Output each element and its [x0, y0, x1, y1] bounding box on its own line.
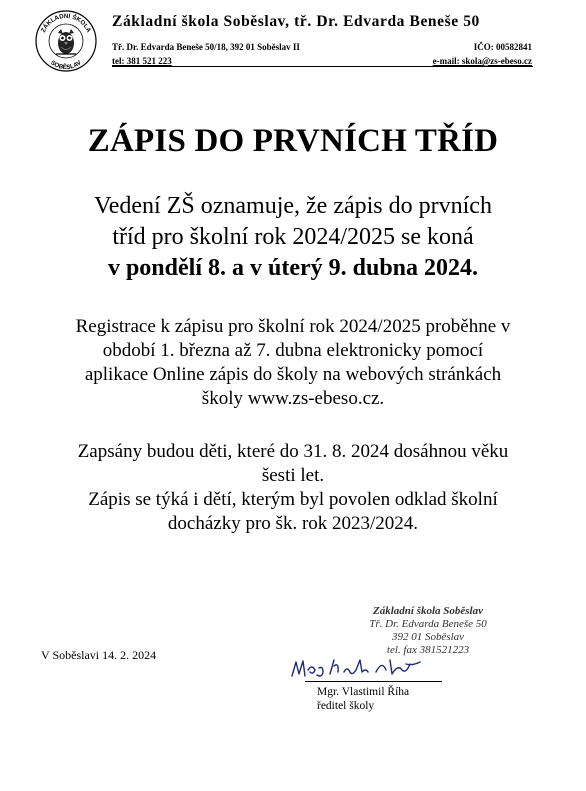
stamp-line-2: Tř. Dr. Edvarda Beneše 50 [369, 618, 487, 630]
signer-role: ředitel školy [317, 700, 375, 712]
svg-text:ZÁKLADNÍ ŠKOLA [40, 12, 92, 34]
intro-dates: v pondělí 8. a v úterý 9. dubna 2024. [107, 255, 479, 281]
page-title: ZÁPIS DO PRVNÍCH TŘÍD [87, 123, 499, 159]
age-paragraph [0, 440, 586, 488]
stamp-line-4: tel. fax 381521223 [386, 644, 470, 656]
header-divider [112, 66, 533, 67]
intro-paragraph [0, 191, 586, 284]
school-phone[interactable]: tel: 381 521 223 [112, 56, 172, 66]
signer-name: Mgr. Vlastimil Říha [317, 686, 410, 698]
place-date: V Soběslavi 14. 2. 2024 [41, 648, 157, 662]
intro-line-2: tříd pro školní rok 2024/2025 se koná [112, 224, 474, 250]
age-line-2: šesti let. [261, 465, 325, 486]
deferral-line-2: docházky pro šk. rok 2023/2024. [167, 513, 419, 534]
school-ico: IČO: 00582841 [473, 42, 532, 52]
school-email[interactable]: e-mail: skola@zs-ebeso.cz [432, 56, 532, 66]
registration-paragraph [0, 315, 586, 411]
school-name: Základní škola Soběslav, tř. Dr. Edvarda Beneše 50 [112, 13, 480, 30]
registration-line-4: školy www.zs-ebeso.cz. [201, 388, 385, 409]
intro-line-1: Vedení ZŠ oznamuje, že zápis do prvních [94, 193, 492, 219]
registration-line-2: období 1. března až 7. dubna elektronicky pomocí [102, 340, 484, 361]
school-logo [34, 9, 98, 73]
signature-line [305, 681, 442, 682]
logo-text-top: ZÁKLADNÍ ŠKOLA [39, 12, 93, 34]
logo-text-bottom: SOBĚSLAV [49, 59, 83, 72]
age-line-1: Zapsány budou děti, které do 31. 8. 2024 dosáhnou věku [77, 441, 509, 462]
signer-block [317, 685, 409, 713]
deferral-paragraph [0, 488, 586, 536]
deferral-line-1: Zápis se týká i dětí, kterým byl povolen odklad školní [88, 489, 498, 510]
school-stamp [358, 605, 498, 657]
stamp-line-1: Základní škola Soběslav [372, 605, 483, 617]
school-address: Tř. Dr. Edvarda Beneše 50/18, 392 01 Soběslav II [112, 42, 300, 52]
stamp-line-3: 392 01 Soběslav [391, 631, 465, 643]
registration-line-1: Registrace k zápisu pro školní rok 2024/2025 proběhne v [75, 316, 511, 337]
registration-line-3: aplikace Online zápis do školy na webových stránkách [84, 364, 502, 385]
owl-icon [56, 29, 76, 54]
